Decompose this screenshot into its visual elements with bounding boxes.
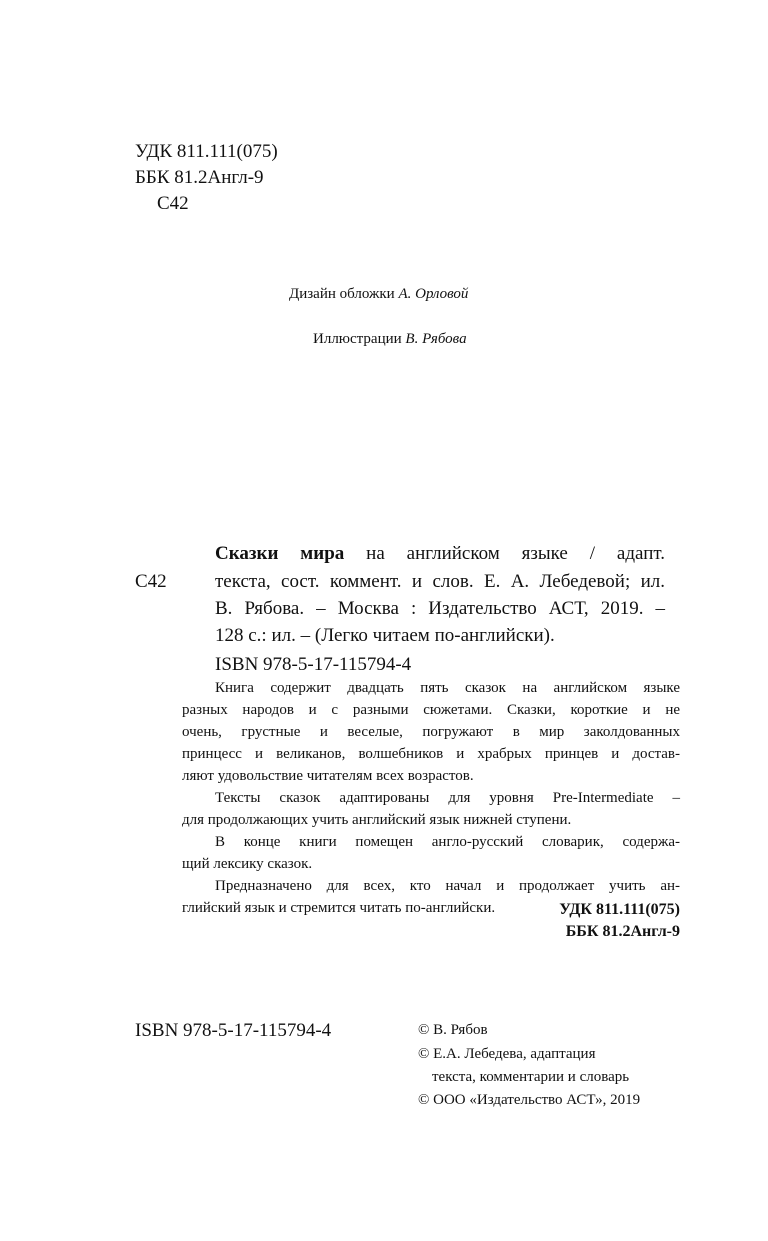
udk-code: УДК 811.111(075) [135, 141, 278, 162]
bib-line-3: В. Рябова. – Москва : Издательство АСТ, 2019. – [215, 598, 665, 619]
abstract-line: Предназначено для всех, кто начал и продолжает учить ан- [215, 878, 680, 894]
copyright-line: © ООО «Издательство АСТ», 2019 [418, 1092, 641, 1108]
bib-line-2: текста, сост. коммент. и слов. Е. А. Лебедевой; ил. [215, 571, 665, 592]
bib-isbn: ISBN 978-5-17-115794-4 [215, 654, 412, 675]
illus-name: В. Рябова [405, 331, 467, 347]
copyright-line: текста, комментарии и словарь [432, 1069, 630, 1085]
bib-mark: С42 [135, 571, 167, 592]
abstract-line: глийский язык и стремится читать по-английски. [182, 900, 496, 916]
bib-text: на английском языке / адапт. [366, 543, 666, 564]
illus-label: Иллюстрации [313, 331, 402, 347]
bbk-code: ББК 81.2Англ-9 [135, 167, 264, 188]
bib-line-4: 128 с.: ил. – (Легко читаем по-английски). [215, 625, 555, 646]
cover-credit [289, 287, 468, 302]
abstract-line: для продолжающих учить английский язык нижней ступени. [182, 812, 572, 828]
abstract-line: щий лексику сказок. [182, 856, 313, 872]
cover-name: А. Орловой [398, 286, 469, 302]
abstract-bbk: ББК 81.2Англ-9 [565, 923, 680, 940]
abstract-line: Тексты сказок адаптированы для уровня Pre-Intermediate – [215, 790, 680, 806]
book-title: Сказки мира [215, 543, 345, 564]
illustration-credit [313, 332, 467, 347]
cover-label: Дизайн обложки [289, 286, 395, 302]
footer-isbn: ISBN 978-5-17-115794-4 [135, 1020, 332, 1041]
abstract-line: Книга содержит двадцать пять сказок на английском языке [215, 680, 680, 696]
author-mark: С42 [157, 193, 189, 214]
abstract-udk: УДК 811.111(075) [559, 901, 680, 918]
abstract-line: очень, грустные и веселые, погружают в мир заколдованных [182, 724, 680, 740]
abstract-line: В конце книги помещен англо-русский словарик, содержа- [215, 834, 680, 850]
bib-line-1 [215, 544, 665, 563]
copyright-line: © Е.А. Лебедева, адаптация [418, 1046, 596, 1062]
copyright-line: © В. Рябов [418, 1022, 488, 1038]
abstract-line: принцесс и великанов, волшебников и храбрых принцев и достав- [182, 746, 680, 762]
abstract-line: разных народов и с разными сюжетами. Сказки, короткие и не [182, 702, 680, 718]
abstract-line: ляют удовольствие читателям всех возрастов. [182, 768, 474, 784]
